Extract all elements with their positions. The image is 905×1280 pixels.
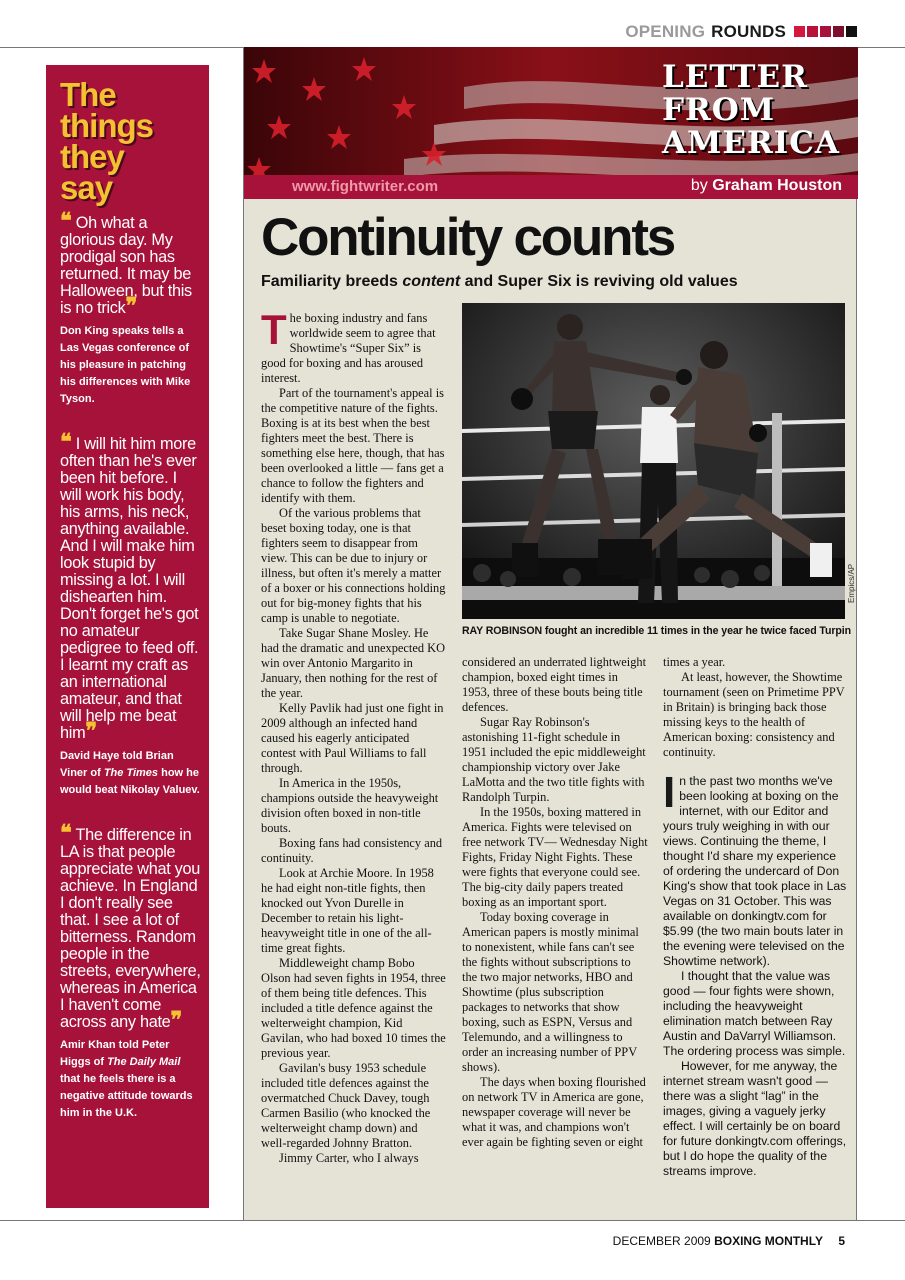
article-paragraph: Middleweight champ Bobo Olson had seven fights in 1954, three of them being title defences. This included a title defence against the welterweight champion, Kid Gavilan, who had boxed 10 times the previous year. — [261, 956, 446, 1060]
quote-attribution — [60, 1037, 201, 1122]
website-url: www.fightwriter.com — [292, 178, 439, 195]
quote-body: The difference in LA is that people appreciate what you achieve. In England I don't really see that. I see a lot of bitterness. Random people in the streets, everywhere, whereas in America I haven't come across any hate — [60, 826, 201, 1031]
open-quote-icon: ❝ — [60, 820, 72, 845]
byline — [691, 177, 842, 195]
article-column-3 — [663, 655, 849, 1215]
article-paragraph: Part of the tournament's appeal is the competitive nature of the fights. Boxing is at its best when the best fighters meet the best. There is something else here, though, that has been overlooked a little — fans get a chance to follow the fighters and identify with them. — [261, 386, 445, 505]
by-word: by — [690, 177, 708, 194]
internet-boxing-note — [663, 768, 849, 1179]
article-paragraph: Boxing fans had consistency and continuity. — [261, 836, 443, 865]
open-quote-icon: ❝ — [60, 429, 72, 454]
drop-cap: T — [261, 311, 287, 353]
color-squares — [792, 22, 857, 42]
section-header — [625, 22, 857, 42]
section-label-rounds: ROUNDS — [711, 22, 786, 41]
byline-bar — [244, 175, 858, 199]
sidebar-title — [60, 76, 201, 206]
quote-attribution — [60, 748, 201, 799]
article-paragraph — [261, 311, 446, 386]
standfirst-emphasis: content — [402, 273, 461, 290]
quote-attribution: Don King speaks tells a Las Vegas conference of his pleasure in patching his differences with Mike Tyson. — [60, 325, 191, 405]
paragraph-text: n the past two months we've been looking at boxing on the internet, with our Editor and yours truly weighing in with our views. Continuing the theme, I thought I'd share my experience of ordering the undercard of Don King's show that took place in Las Vegas on 31 October. This was available on donkingtv.com for $5.99 (the two main bouts later in the evening were televised on the Showtime network). — [663, 774, 847, 968]
photo-illustration — [462, 303, 845, 619]
author-name: Graham Houston — [712, 177, 842, 194]
color-square — [794, 26, 805, 37]
quote-text — [60, 429, 201, 743]
attribution-text: Amir Khan told Peter Higgs of — [60, 1039, 170, 1068]
sidebar-title-line: they — [60, 138, 124, 175]
article-paragraph: Jimmy Carter, who I always — [279, 1151, 419, 1165]
article-paragraph: Sugar Ray Robinson's astonishing 11-fight schedule in 1951 included the epic middleweight championship victory over Jake LaMotta and the two title fights with Randolph Turpin. — [462, 715, 646, 804]
close-quote-icon: ❞ — [125, 293, 138, 318]
article-paragraph: At least, however, the Showtime tournament (seen on Primetime PPV in Britain) is bringing back those missing keys to the health of American boxing: consistency and continuity. — [663, 670, 845, 759]
article-paragraph: Today boxing coverage in American papers is mostly minimal to nonexistent, while fans can't see the fights without subscriptions to the two major networks, HBO and Showtime (plus subscription packages to networks that show boxing, such as ESPN, Versus and Telemundo, and a willingness to order an increasing number of PPV shows). — [462, 910, 639, 1074]
article-paragraph: Look at Archie Moore. In 1958 he had eight non-title fights, then knocked out Yvon Durelle in December to retain his light-heavyweight title in one of the all-time great fights. — [261, 866, 434, 955]
attribution-text: that he feels there is a negative attitude towards him in the U.K. — [60, 1073, 193, 1119]
column-banner — [244, 47, 858, 199]
drop-cap: I — [663, 768, 676, 817]
quote-text — [60, 820, 201, 1032]
article-headline: Continuity counts — [261, 208, 675, 267]
attribution-text: David Haye told Brian Viner of — [60, 750, 174, 779]
banner-title-line: FROM — [662, 92, 776, 128]
color-square — [807, 26, 818, 37]
article-paragraph: considered an underrated lightweight champion, boxed eight times in 1953, three of these bouts being title defences. — [462, 655, 647, 714]
article-paragraph: However, for me anyway, the internet stream wasn't good — there was a slight “lag” in the images, giving a vaguely jerky effect. I will certainly be on board for future donkingtv.com offerings, but I do hope the quality of the streams improve. — [663, 1059, 847, 1178]
article-panel — [243, 47, 857, 1220]
attribution-text: how he would beat Nikolay Valuev. — [60, 767, 200, 796]
quote-body: I will hit him more often than he's ever been hit before. I will work his body, his arms, his neck, anything available. And I will make him look stupid by missing a lot. I will dishearten him. Don't forget he's got no amateur pedigree to feed off. I learnt my craft as an international amateur, and that will help me beat him — [60, 435, 199, 742]
article-paragraph — [663, 768, 849, 969]
quotes-sidebar — [46, 65, 209, 1208]
quote-text — [60, 208, 201, 318]
banner-title-line: LETTER — [662, 59, 808, 95]
sidebar-title-line: say — [60, 169, 113, 206]
publication-name: The Times — [103, 767, 159, 779]
section-label-opening: OPENING — [625, 22, 706, 41]
article-paragraph: Take Sugar Shane Mosley. He had the dramatic and unexpected KO win over Antonio Margarito in January, then nothing for the rest of the year. — [261, 626, 446, 700]
article-paragraph: times a year. — [663, 655, 726, 669]
banner-title-line: AMERICA — [662, 125, 840, 161]
article-column-1 — [261, 311, 446, 1215]
magazine-name: BOXING MONTHLY — [714, 1234, 823, 1248]
sidebar-title-line: The — [60, 76, 116, 113]
article-paragraph: The days when boxing flourished on network TV in America are gone, newspaper coverage will never be what it was, and champions won't ever again be fighting seven or eight — [462, 1075, 646, 1149]
paragraph-text: he boxing industry and fans worldwide seem to agree that Showtime's “Super Six” is good for boxing and has aroused interest. — [261, 311, 436, 385]
page-footer — [613, 1234, 845, 1248]
article-paragraph: I thought that the value was good — four fights were shown, including the heavyweight elimination match between Ray Austin and DaVarryl Williamson. The ordering process was simple. — [663, 969, 846, 1058]
banner-title — [662, 61, 840, 160]
footer-rule — [0, 1220, 905, 1221]
article-paragraph: Kelly Pavlik had just one fight in 2009 although an infected hand caused his eagerly anticipated contest with Paul Williams to fall through. — [261, 701, 444, 775]
close-quote-icon: ❞ — [170, 1007, 182, 1032]
standfirst-text: Familiarity breeds — [261, 273, 398, 290]
color-square — [820, 26, 831, 37]
color-square — [846, 26, 857, 37]
photo-credit: Empics/AP — [847, 563, 856, 603]
page-number: 5 — [838, 1234, 845, 1248]
photo-caption: RAY ROBINSON fought an incredible 11 times in the year he twice faced Turpin — [462, 625, 851, 637]
quote-body: Oh what a glorious day. My prodigal son has returned. It may be Halloween, but this is no trick — [60, 214, 192, 317]
open-quote-icon: ❝ — [60, 208, 72, 233]
article-standfirst — [261, 273, 738, 291]
sidebar-title-line: things — [60, 107, 153, 144]
article-paragraph: In the 1950s, boxing mattered in America. Fights were televised on free network TV— Wednesday Night Fights, Friday Night Fights. These were fights that everyone could see. The big-city daily papers treated boxing as an important sport. — [462, 805, 648, 909]
article-column-2 — [462, 655, 648, 1215]
article-paragraph: In America in the 1950s, champions outside the heavyweight division often boxed in non-title bouts. — [261, 776, 439, 835]
color-square — [833, 26, 844, 37]
publication-name: The Daily Mail — [107, 1056, 181, 1068]
close-quote-icon: ❞ — [85, 718, 97, 743]
article-paragraph: Of the various problems that beset boxing today, one is that fighters seem to disappear from view. This can be due to injury or illness, but often it's merely a matter of a boxer or his connections holding out for big-money fights that his camp is unable to negotiate. — [261, 506, 446, 625]
article-paragraph: Gavilan's busy 1953 schedule included title defences against the overmatched Chuck Davey, tough Carmen Basilio (who knocked the welterweight champ down) and well-regarded Johnny Bratton. — [261, 1061, 431, 1150]
issue-date: DECEMBER 2009 — [612, 1234, 711, 1248]
standfirst-text: and Super Six is reviving old values — [464, 273, 738, 290]
boxing-photo — [462, 303, 845, 619]
